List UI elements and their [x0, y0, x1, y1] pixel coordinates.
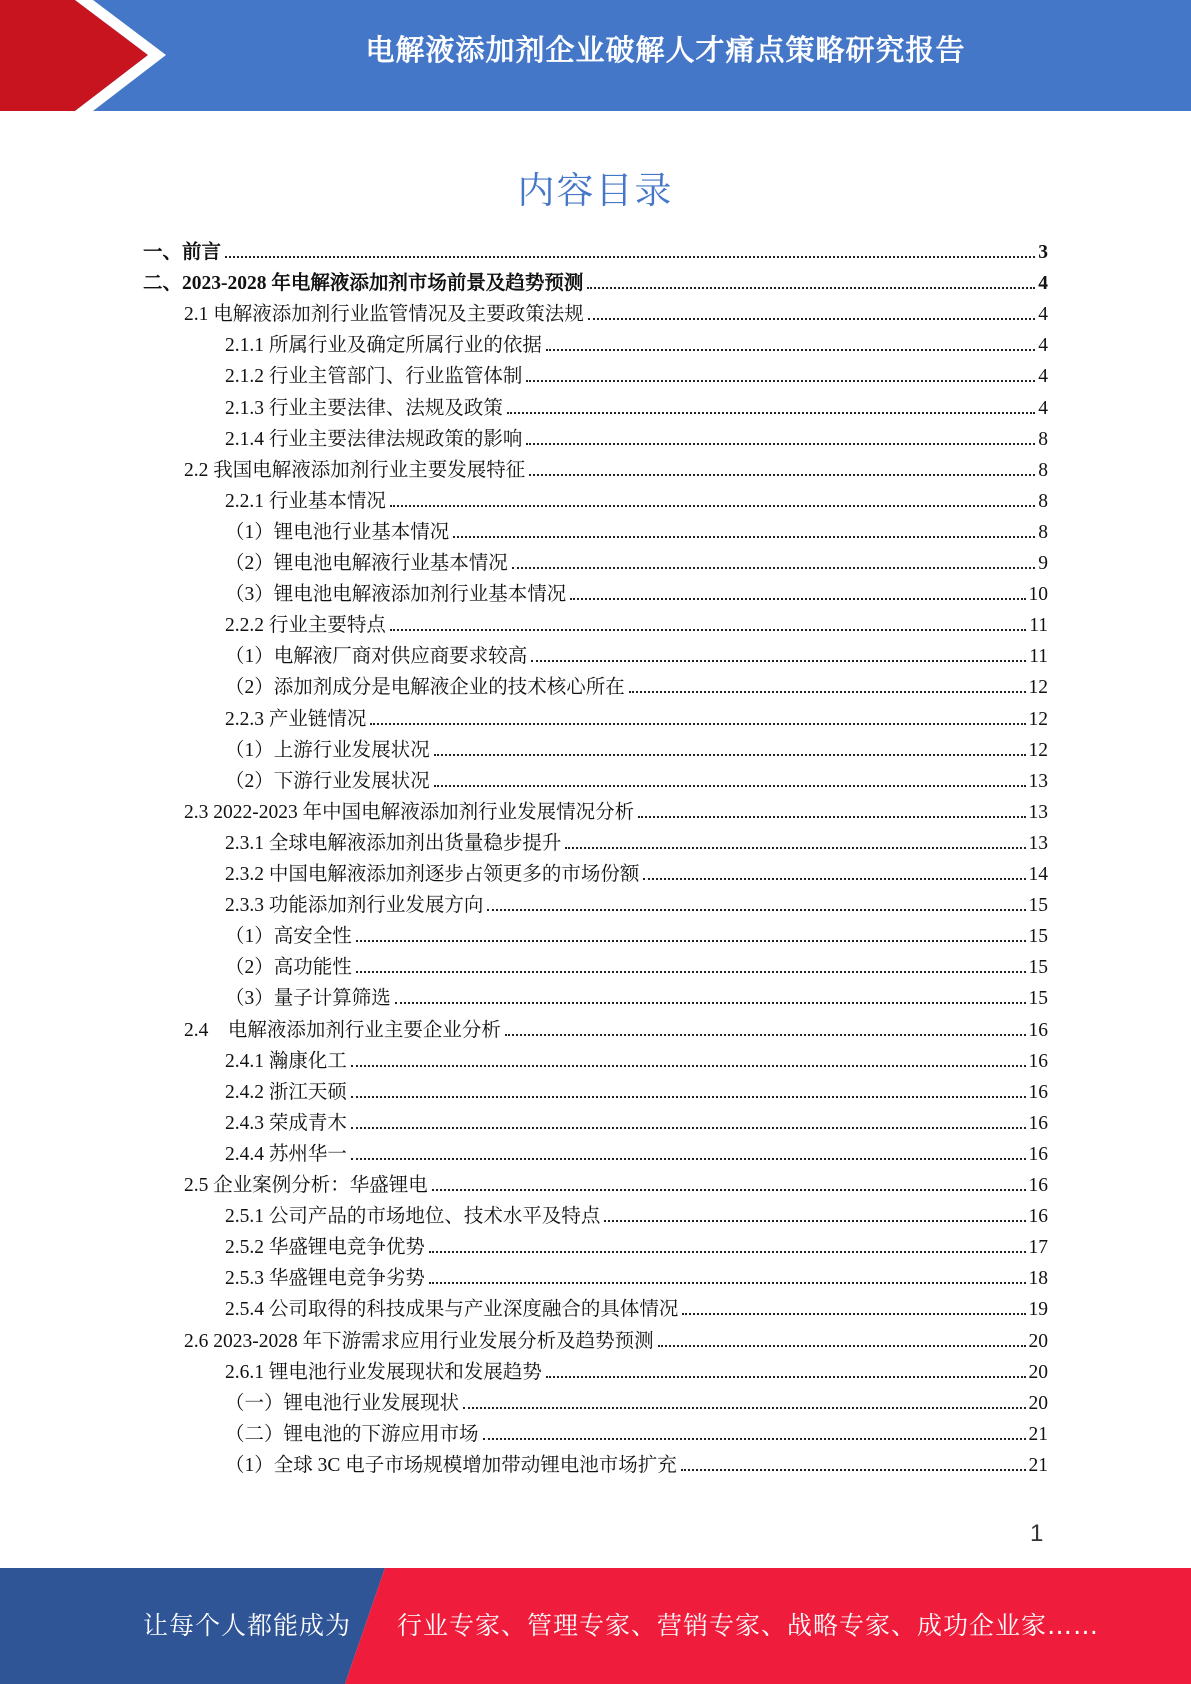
toc-leader-dots [546, 349, 1035, 351]
toc-leader-dots [351, 1096, 1026, 1098]
toc-entry-label: 一、前言 [143, 242, 222, 263]
toc-entry[interactable] [225, 606, 1048, 637]
toc-entry[interactable] [184, 793, 1048, 824]
toc-entry[interactable] [225, 575, 1048, 606]
toc-entry-page: 13 [1028, 801, 1048, 823]
toc-entry-page: 16 [1028, 1206, 1048, 1228]
toc-entry[interactable] [225, 1135, 1048, 1166]
toc-leader-dots [658, 1345, 1026, 1347]
toc-entry-page: 9 [1038, 553, 1048, 574]
toc-leader-dots [546, 1376, 1026, 1378]
toc-entry-page: 12 [1028, 708, 1048, 730]
toc-leader-dots [463, 1407, 1025, 1409]
toc-leader-dots [225, 256, 1035, 258]
toc-entry-label: （1）全球 3C 电子市场规模增加带动锂电池市场扩充 [225, 1454, 677, 1476]
toc-entry-page: 21 [1028, 1423, 1048, 1445]
footer-slogan-left: 让每个人都能成为 [143, 1611, 352, 1640]
toc-entry-page: 16 [1028, 1143, 1048, 1165]
toc-entry-page: 3 [1038, 242, 1048, 263]
toc-entry[interactable] [225, 1446, 1048, 1477]
toc-leader-dots [629, 691, 1026, 693]
toc-entry-page: 20 [1028, 1330, 1048, 1352]
toc-leader-dots [588, 318, 1035, 320]
toc-entry[interactable] [225, 917, 1048, 948]
toc-entry-label: 2.1.4 行业主要法律法规政策的影响 [225, 428, 523, 450]
toc-entry[interactable] [143, 233, 1048, 264]
toc-entry[interactable] [225, 1353, 1048, 1384]
toc-entry-page: 15 [1028, 926, 1048, 948]
toc-entry-label: 2.5.4 公司取得的科技成果与产业深度融合的具体情况 [225, 1299, 679, 1321]
toc-entry-label: 2.5 企业案例分析：华盛锂电 [184, 1175, 428, 1196]
toc-entry-page: 19 [1028, 1299, 1048, 1321]
toc-leader-dots [434, 754, 1026, 756]
toc-entry-label: （一）锂电池行业发展现状 [225, 1392, 460, 1414]
toc-leader-dots [483, 1438, 1026, 1440]
toc-leader-dots [604, 1220, 1025, 1222]
toc-entry-label: （2）高功能性 [225, 957, 352, 979]
toc-entry-page: 10 [1028, 584, 1048, 606]
toc-entry-page: 8 [1038, 459, 1048, 481]
toc-leader-dots [487, 909, 1025, 911]
toc-entry-page: 16 [1028, 1050, 1048, 1072]
toc-entry-label: 2.3 2022-2023 年中国电解液添加剂行业发展情况分析 [184, 801, 635, 823]
toc-entry-label: 2.3.1 全球电解液添加剂出货量稳步提升 [225, 832, 562, 854]
toc-entry[interactable] [225, 886, 1048, 917]
toc-entry-page: 11 [1029, 646, 1048, 668]
toc-entry-label: 二、2023-2028 年电解液添加剂市场前景及趋势预测 [143, 273, 584, 295]
toc-entry-page: 13 [1028, 770, 1048, 792]
toc-entry-page: 4 [1038, 335, 1048, 357]
footer-band [0, 1568, 1191, 1684]
toc-leader-dots [390, 505, 1035, 507]
toc-entry-page: 13 [1028, 832, 1048, 854]
toc-entry[interactable] [225, 1104, 1048, 1135]
toc-entry-page: 21 [1028, 1454, 1048, 1476]
toc-entry-label: 2.2.1 行业基本情况 [225, 490, 386, 512]
header-band [0, 0, 1191, 111]
toc-entry-label: 2.4.2 浙江天硕 [225, 1081, 347, 1103]
toc-entry-label: （3）锂电池电解液添加剂行业基本情况 [225, 584, 567, 606]
toc-entry-label: 2.1.2 行业主管部门、行业监管体制 [225, 366, 523, 388]
toc-entry-label: （1）高安全性 [225, 926, 352, 948]
toc-entry-page: 8 [1038, 490, 1048, 512]
toc-entry[interactable] [225, 637, 1048, 668]
toc-entry[interactable] [143, 264, 1048, 295]
toc-entry-label: 2.2.2 行业主要特点 [225, 615, 386, 637]
toc-entry-page: 14 [1028, 864, 1048, 885]
toc-entry-page: 15 [1028, 895, 1048, 917]
toc-entry-label: 2.1.1 所属行业及确定所属行业的依据 [225, 335, 542, 357]
toc-entry-label: 2.3.2 中国电解液添加剂逐步占领更多的市场份额 [225, 864, 640, 885]
toc-entry[interactable] [225, 1415, 1048, 1446]
toc-leader-dots [643, 878, 1025, 880]
toc-leader-dots [453, 536, 1035, 538]
toc-entry[interactable] [225, 1290, 1048, 1321]
toc-leader-dots [434, 785, 1026, 787]
toc-entry-page: 12 [1028, 677, 1048, 699]
toc-entry[interactable] [225, 1384, 1048, 1415]
toc-entry-label: （1）电解液厂商对供应商要求较高 [225, 646, 528, 668]
toc-leader-dots [370, 723, 1025, 725]
toc-entry[interactable] [225, 513, 1048, 544]
toc-entry[interactable] [225, 420, 1048, 451]
toc-entry[interactable] [225, 326, 1048, 357]
toc-leader-dots [351, 1127, 1026, 1129]
toc-entry[interactable] [184, 1322, 1048, 1353]
toc-entry-page: 12 [1028, 739, 1048, 761]
toc-entry-label: 2.2 我国电解液添加剂行业主要发展特征 [184, 459, 526, 481]
toc-entry[interactable] [225, 824, 1048, 855]
toc-entry-page: 4 [1038, 304, 1048, 326]
footer-slogan-right: 行业专家、管理专家、营销专家、战略专家、成功企业家…… [397, 1611, 1100, 1640]
toc-leader-dots [429, 1251, 1026, 1253]
toc-entry[interactable] [225, 700, 1048, 731]
toc-leader-dots [570, 598, 1025, 600]
toc-entry-page: 15 [1028, 988, 1048, 1010]
page-number: 1 [1030, 1520, 1044, 1547]
toc-leader-dots [356, 940, 1026, 942]
toc-entry-label: 2.4 电解液添加剂行业主要企业分析 [184, 1019, 501, 1041]
toc-entry[interactable] [225, 855, 1048, 886]
toc-entry-label: 2.1.3 行业主要法律、法规及政策 [225, 397, 503, 419]
toc-entry-label: 2.2.3 产业链情况 [225, 708, 367, 730]
toc-entry[interactable] [225, 762, 1048, 793]
toc-leader-dots [526, 443, 1035, 445]
toc-leader-dots [531, 660, 1026, 662]
toc-heading: 内容目录 [517, 169, 674, 212]
toc-entry-page: 18 [1028, 1268, 1048, 1290]
toc-leader-dots [432, 1189, 1026, 1191]
toc-leader-dots [682, 1313, 1025, 1315]
toc-leader-dots [351, 1065, 1026, 1067]
toc-leader-dots [351, 1158, 1026, 1160]
toc-entry-label: 2.5.1 公司产品的市场地位、技术水平及特点 [225, 1206, 601, 1228]
toc-leader-dots [507, 412, 1035, 414]
toc-entry[interactable] [225, 389, 1048, 420]
toc-entry-page: 20 [1028, 1361, 1048, 1383]
toc-entry[interactable] [225, 1073, 1048, 1104]
toc-leader-dots [565, 847, 1025, 849]
toc-entry[interactable] [184, 295, 1048, 326]
toc-leader-dots [505, 1034, 1026, 1036]
toc-entry[interactable] [225, 979, 1048, 1010]
toc-entry[interactable] [225, 731, 1048, 762]
toc-entry-page: 20 [1028, 1392, 1048, 1414]
toc-entry[interactable] [225, 668, 1048, 699]
toc-entry[interactable] [184, 451, 1048, 482]
toc-entry-page: 11 [1029, 615, 1048, 637]
toc-leader-dots [529, 474, 1035, 476]
toc-leader-dots [429, 1282, 1026, 1284]
toc-entry[interactable] [225, 1042, 1048, 1073]
toc-entry-label: 2.5.3 华盛锂电竞争劣势 [225, 1268, 425, 1290]
toc-entry-page: 4 [1038, 273, 1048, 295]
toc-leader-dots [390, 629, 1026, 631]
toc-entry-label: （二）锂电池的下游应用市场 [225, 1423, 479, 1445]
toc-entry-label: （1）上游行业发展状况 [225, 739, 430, 761]
toc-entry-label: 2.3.3 功能添加剂行业发展方向 [225, 895, 484, 917]
toc-entry-label: 2.1 电解液添加剂行业监管情况及主要政策法规 [184, 304, 584, 326]
toc-entry[interactable] [225, 1228, 1048, 1259]
toc-entry-page: 4 [1038, 397, 1048, 419]
toc-entry-label: 2.6 2023-2028 年下游需求应用行业发展分析及趋势预测 [184, 1330, 654, 1352]
toc-entry-page: 8 [1038, 428, 1048, 450]
toc-entry-page: 8 [1038, 521, 1048, 543]
toc-entry-label: （2）锂电池电解液行业基本情况 [225, 553, 508, 574]
toc-entry-page: 16 [1028, 1112, 1048, 1134]
toc-leader-dots [526, 380, 1035, 382]
toc-leader-dots [681, 1469, 1026, 1471]
toc-leader-dots [356, 971, 1026, 973]
toc-entry[interactable] [225, 948, 1048, 979]
toc-entry-page: 17 [1028, 1237, 1048, 1259]
toc-entry-page: 4 [1038, 366, 1048, 388]
toc-entry[interactable] [225, 544, 1048, 575]
toc-entry[interactable] [225, 357, 1048, 388]
toc-entry-label: 2.6.1 锂电池行业发展现状和发展趋势 [225, 1361, 542, 1383]
toc-entry[interactable] [225, 1197, 1048, 1228]
toc-entry[interactable] [184, 1166, 1048, 1197]
toc-entry-label: 2.4.3 荣成青木 [225, 1112, 347, 1134]
toc-entry-label: 2.5.2 华盛锂电竞争优势 [225, 1237, 425, 1259]
toc-entry[interactable] [184, 1011, 1048, 1042]
toc-entry-page: 15 [1028, 957, 1048, 979]
toc-entry-label: 2.4.4 苏州华一 [225, 1143, 347, 1165]
toc-entry-page: 16 [1028, 1019, 1048, 1041]
report-title: 电解液添加剂企业破解人才痛点策略研究报告 [365, 33, 966, 67]
toc-leader-dots [395, 1002, 1026, 1004]
toc-entry-label: （3）量子计算筛选 [225, 988, 391, 1010]
toc-leader-dots [587, 287, 1035, 289]
toc-entry-label: 2.4.1 瀚康化工 [225, 1050, 347, 1072]
toc-entry[interactable] [225, 1259, 1048, 1290]
toc-entry-page: 16 [1028, 1175, 1048, 1196]
toc-leader-dots [512, 567, 1035, 569]
toc-entry-label: （1）锂电池行业基本情况 [225, 521, 450, 543]
toc-entry[interactable] [225, 482, 1048, 513]
toc-entry-label: （2）下游行业发展状况 [225, 770, 430, 792]
toc-entry-page: 16 [1028, 1081, 1048, 1103]
toc-entry-label: （2）添加剂成分是电解液企业的技术核心所在 [225, 677, 625, 699]
toc-leader-dots [638, 816, 1025, 818]
